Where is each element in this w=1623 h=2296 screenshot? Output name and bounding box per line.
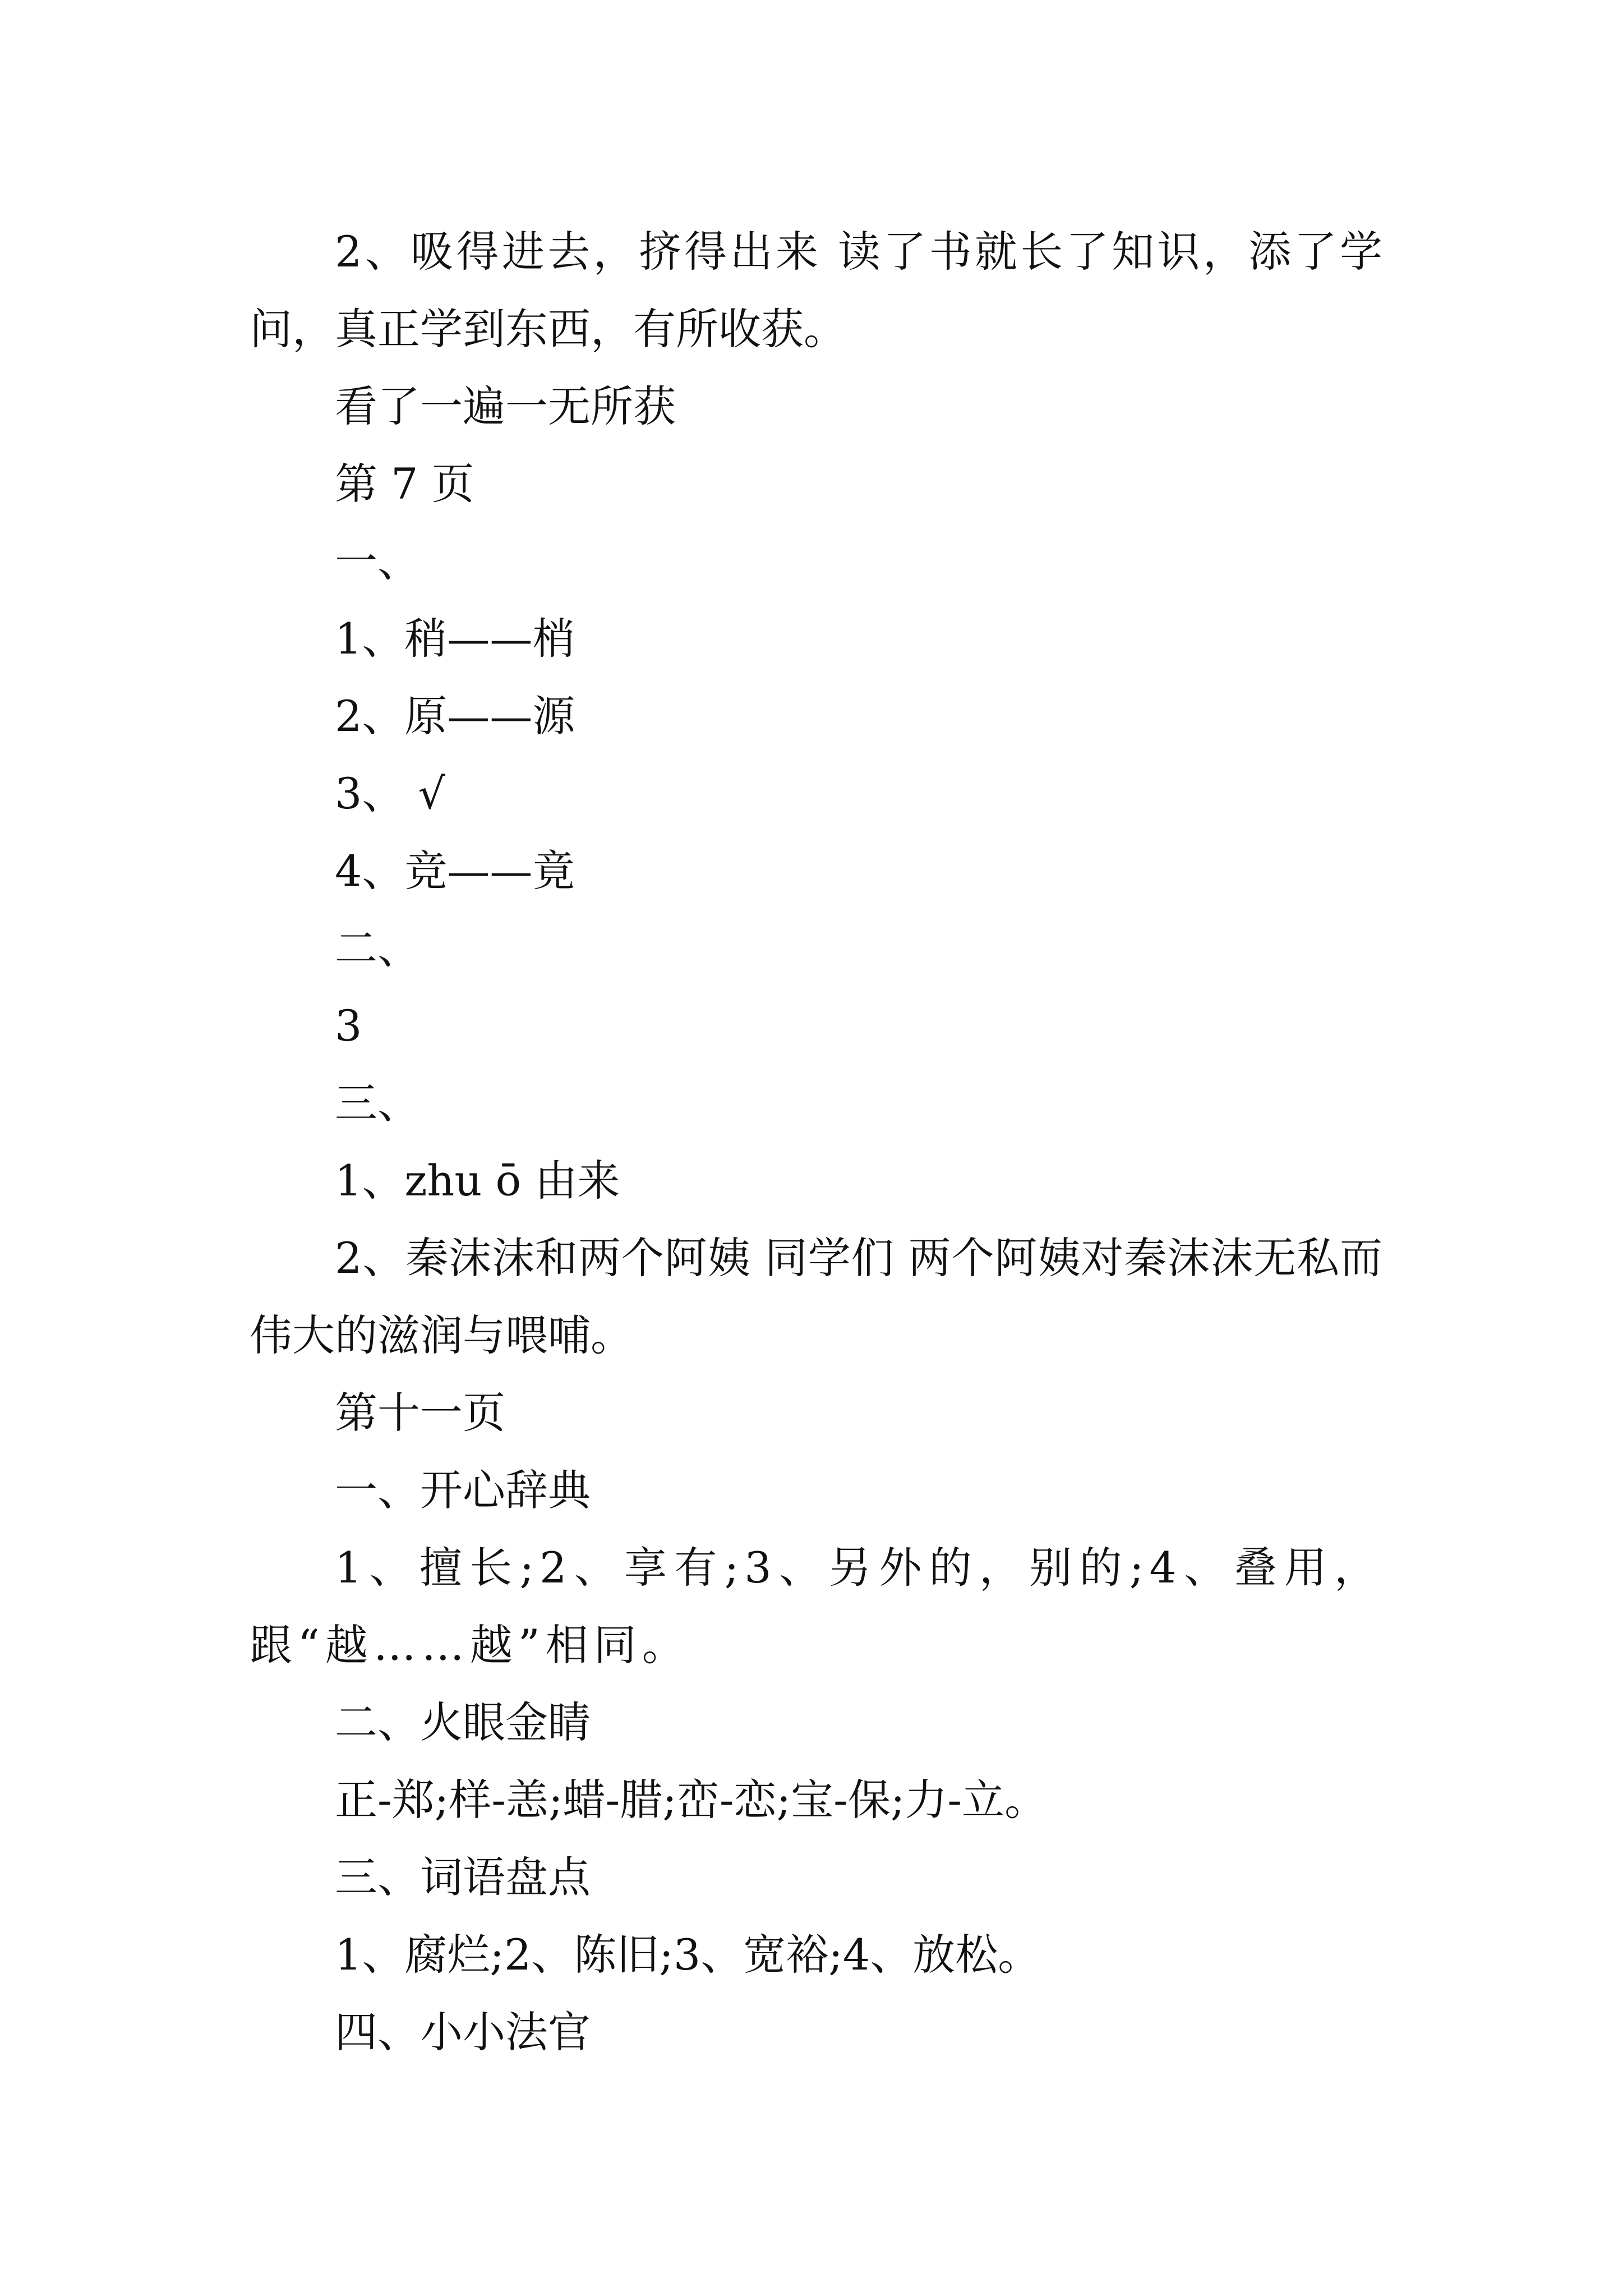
document-body (250, 213, 1382, 2071)
page-heading: 第 7 页 (335, 459, 474, 509)
section-heading: 三、词语盘点 (335, 1852, 591, 1902)
answer-paragraph: 2、秦沫沫和两个阿姨 同学们 两个阿姨对秦沫沫无私而伟大的滋润与喂哺。 (250, 1233, 1382, 1360)
answer-line: 正-郑;样-恙;蜡-腊;峦-恋;宝-保;力-立。 (335, 1775, 1048, 1825)
section-heading: 四、小小法官 (335, 2007, 591, 2057)
text-line: 看了一遍一无所获 (335, 381, 676, 431)
answer-line: 1、zhu ō 由来 (335, 1156, 620, 1205)
section-heading: 一、开心辞典 (335, 1465, 591, 1515)
answer-line: 1、腐烂;2、陈旧;3、宽裕;4、放松。 (335, 1930, 1041, 1980)
section-number: 三、 (335, 1078, 420, 1128)
answer-paragraph: 1、擅长;2、享有;3、另外的，别的;4、叠用，跟“越……越”相同。 (250, 1543, 1382, 1670)
answer-line: 3 (335, 1001, 362, 1051)
answer-line: 2、原——源 (335, 691, 575, 741)
section-number: 一、 (335, 536, 420, 586)
answer-line: 1、稍——梢 (335, 614, 575, 664)
section-number: 二、 (335, 923, 420, 973)
answer-line: 4、竞——竟 (335, 846, 575, 896)
answer-line: 3、 √ (335, 769, 445, 818)
page-heading: 第十一页 (335, 1388, 505, 1438)
section-heading: 二、火眼金睛 (335, 1697, 591, 1747)
answer-paragraph: 2、吸得进去，挤得出来 读了书就长了知识，添了学问，真正学到东西，有所收获。 (250, 227, 1382, 354)
